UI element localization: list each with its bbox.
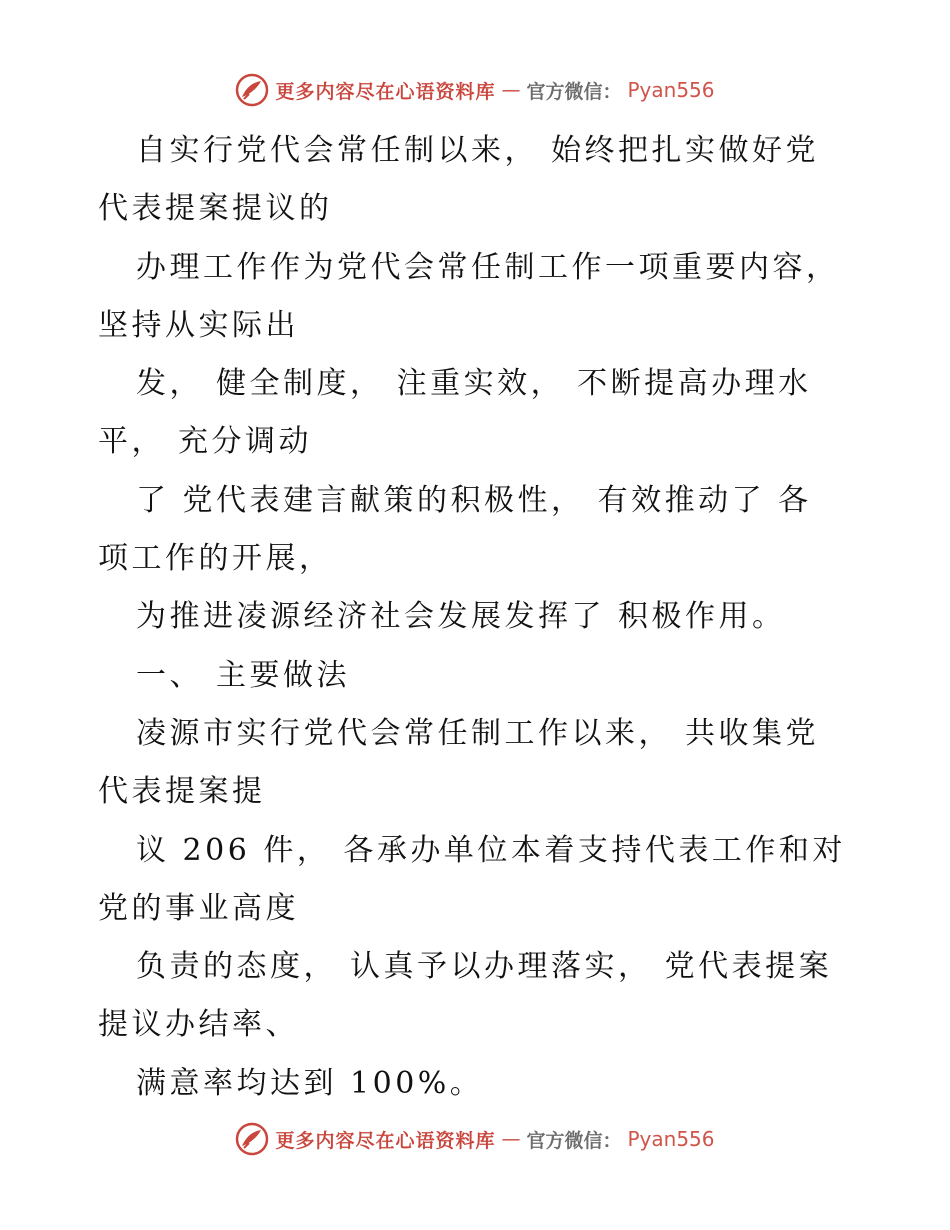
- paragraph-line: 代表提案提议的: [98, 191, 333, 227]
- paragraph-line: 发， 健全制度， 注重实效， 不断提高办理水: [136, 366, 812, 402]
- paragraph-line: 为推进凌源经济社会发展发挥了 积极作用。: [136, 599, 786, 635]
- paragraph-line: 提议办结率、: [98, 1007, 299, 1043]
- footer-banner: [0, 1117, 950, 1161]
- pen-logo-icon: [235, 1122, 269, 1156]
- paragraph-line: 坚持从实际出: [98, 307, 299, 343]
- paragraph-line: 满意率均达到 100%。: [136, 1065, 484, 1101]
- paragraph-line: 党的事业高度: [98, 890, 299, 926]
- banner-dash: —: [501, 79, 521, 101]
- paragraph-line: 代表提案提: [98, 774, 266, 810]
- paragraph-line: 办理工作作为党代会常任制工作一项重要内容，: [136, 249, 840, 285]
- paragraph-line: 凌源市实行党代会常任制工作以来， 共收集党: [136, 715, 820, 751]
- banner-wechat-label: 官方微信：: [526, 1129, 622, 1152]
- paragraph-line: 了 党代表建言献策的积极性， 有效推动了 各: [136, 482, 812, 518]
- banner-title: 更多内容尽在心语资料库: [275, 80, 496, 103]
- banner-title: 更多内容尽在心语资料库: [275, 1129, 496, 1152]
- paragraph-line: 项工作的开展，: [98, 541, 333, 577]
- section-heading: 一、 主要做法: [136, 657, 351, 693]
- banner-wechat-id: Pyan556: [627, 78, 715, 102]
- banner-wechat-id: Pyan556: [627, 1127, 715, 1151]
- paragraph-line: 负责的态度， 认真予以办理落实， 党代表提案: [136, 949, 833, 985]
- banner-wechat-label: 官方微信：: [526, 80, 622, 103]
- document-body: [98, 122, 858, 1113]
- paragraph-line: 议 206 件， 各承办单位本着支持代表工作和对: [136, 832, 846, 868]
- header-banner: [0, 68, 950, 112]
- pen-logo-icon: [235, 73, 269, 107]
- paragraph-line: 平， 充分调动: [98, 424, 313, 460]
- paragraph-line: 自实行党代会常任制以来， 始终把扎实做好党: [136, 133, 820, 168]
- banner-dash: —: [501, 1128, 521, 1150]
